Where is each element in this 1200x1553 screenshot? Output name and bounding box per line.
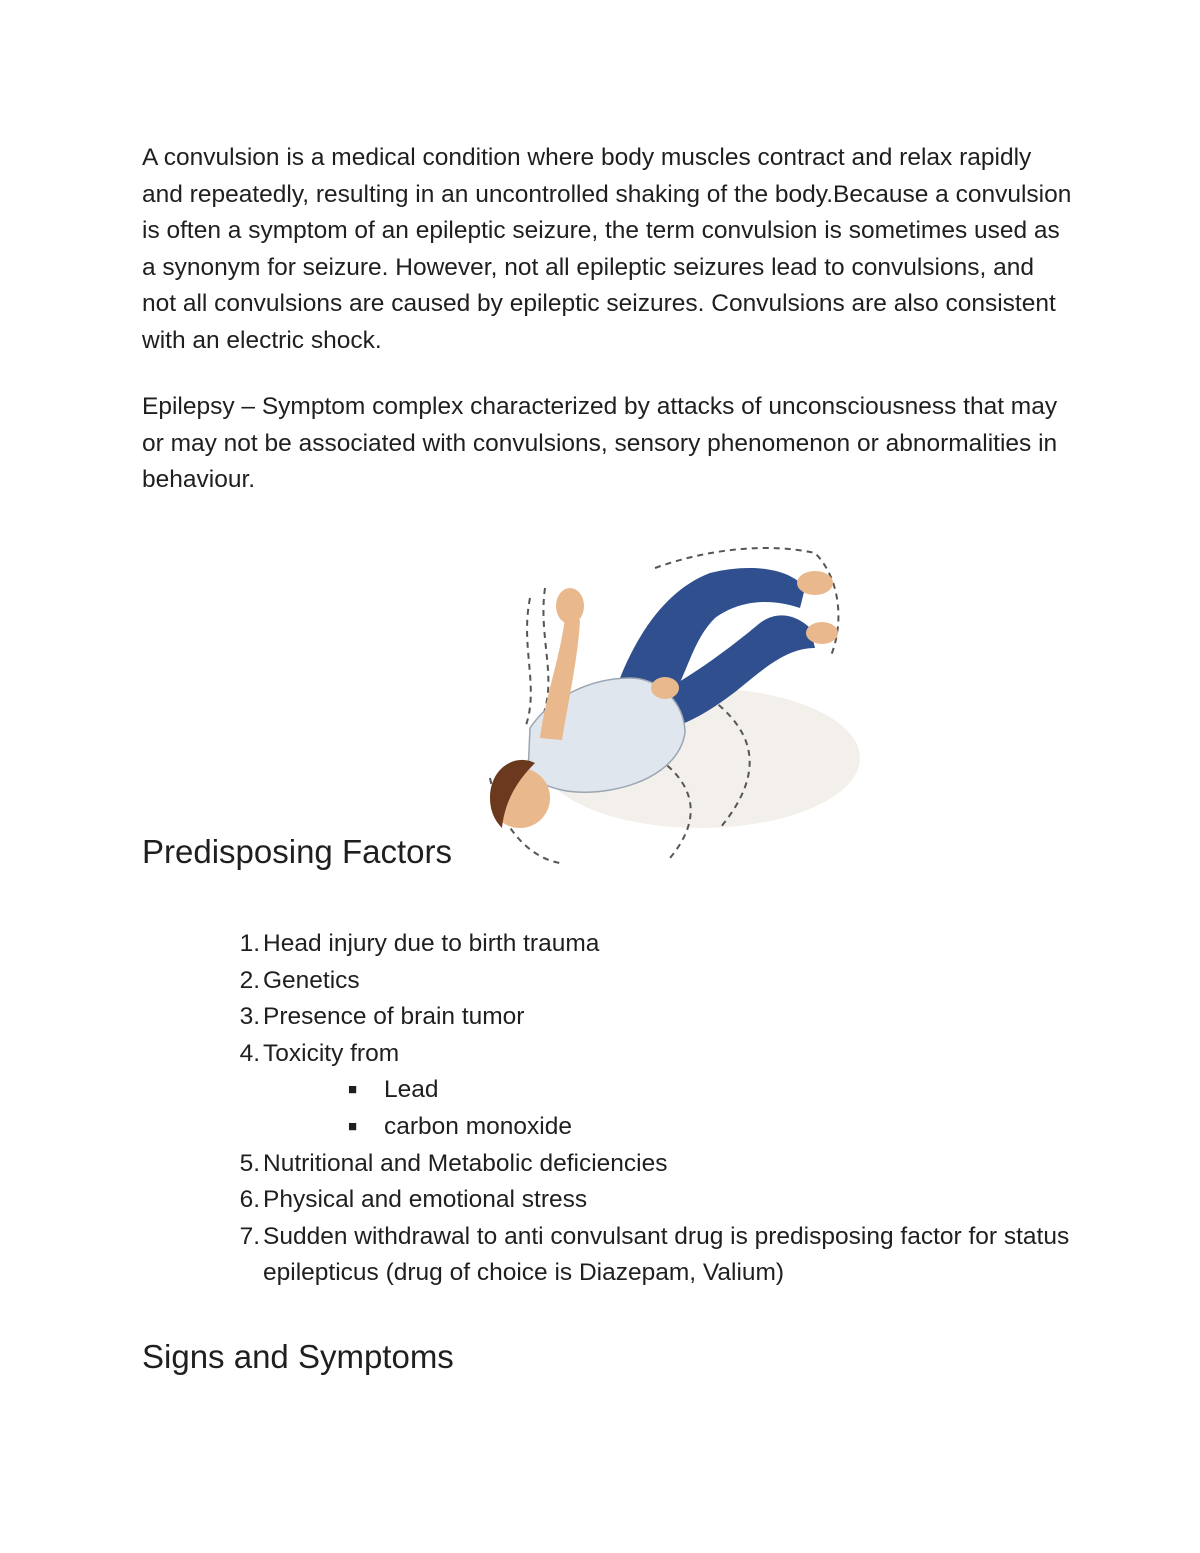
list-item: [142, 926, 1072, 963]
raised-hand: [556, 588, 584, 624]
list-item-text: Genetics: [263, 966, 360, 994]
list-item: [142, 999, 1072, 1036]
list-number: 6.: [239, 1186, 260, 1214]
list-item-text: Presence of brain tumor: [263, 1003, 525, 1031]
list-number: 1.: [239, 930, 260, 957]
intro-paragraph-convulsion: A convulsion is a medical condition where body muscles contract and relax rapidly and repeatedly, resulting in an uncontrolled shaking of the body.Because a convulsion is often a symptom of an epileptic seizure, the term convulsion is sometimes used as a synonym for seizure. However, not all epileptic seizures lead to convulsions, and not all convulsions are caused by epileptic seizures. Convulsions are also consistent with an electric shock.: [142, 144, 1072, 354]
belly-hand: [651, 677, 679, 699]
square-bullet-icon: ■: [348, 1117, 358, 1135]
sub-list-item: [142, 1109, 1072, 1146]
seizure-illustration: [470, 528, 860, 868]
list-item: [142, 1146, 1072, 1183]
list-item-text: Physical and emotional stress: [263, 1186, 588, 1214]
list-item: [142, 963, 1072, 1000]
list-item-text: Nutritional and Metabolic deficiencies: [263, 1149, 668, 1177]
seizure-illustration-icon: [470, 528, 860, 868]
list-number: 4.: [239, 1039, 260, 1067]
list-number: 5.: [239, 1149, 260, 1177]
sub-list-item-text: Lead: [384, 1076, 439, 1104]
intro-paragraph-epilepsy: Epilepsy – Symptom complex characterized by attacks of unconsciousness that may or may not be associated with convulsions, sensory phenomenon or abnormalities in behaviour.: [142, 393, 1058, 494]
sub-list-item-text: carbon monoxide: [384, 1112, 572, 1140]
list-item: [142, 1182, 1072, 1219]
list-item: [142, 1219, 1072, 1292]
list-number: 2.: [239, 966, 260, 994]
list-item-text: Toxicity from: [263, 1039, 400, 1067]
list-number: 3.: [239, 1003, 260, 1031]
heading-predisposing-factors: Predisposing Factors: [142, 833, 452, 870]
list-item-text: Sudden withdrawal to anti convulsant drug is predisposing factor for status epilepticus (drug of choice is Diazepam, Valium): [263, 1222, 1070, 1287]
predisposing-factors-list: [142, 926, 1072, 1292]
square-bullet-icon: ■: [348, 1081, 358, 1099]
heading-signs-and-symptoms: Signs and Symptoms: [142, 1338, 454, 1375]
sub-list-item: [142, 1072, 1072, 1109]
list-item: [142, 1036, 1072, 1073]
list-item-text: Head injury due to birth trauma: [263, 930, 600, 957]
list-number: 7.: [239, 1222, 260, 1250]
